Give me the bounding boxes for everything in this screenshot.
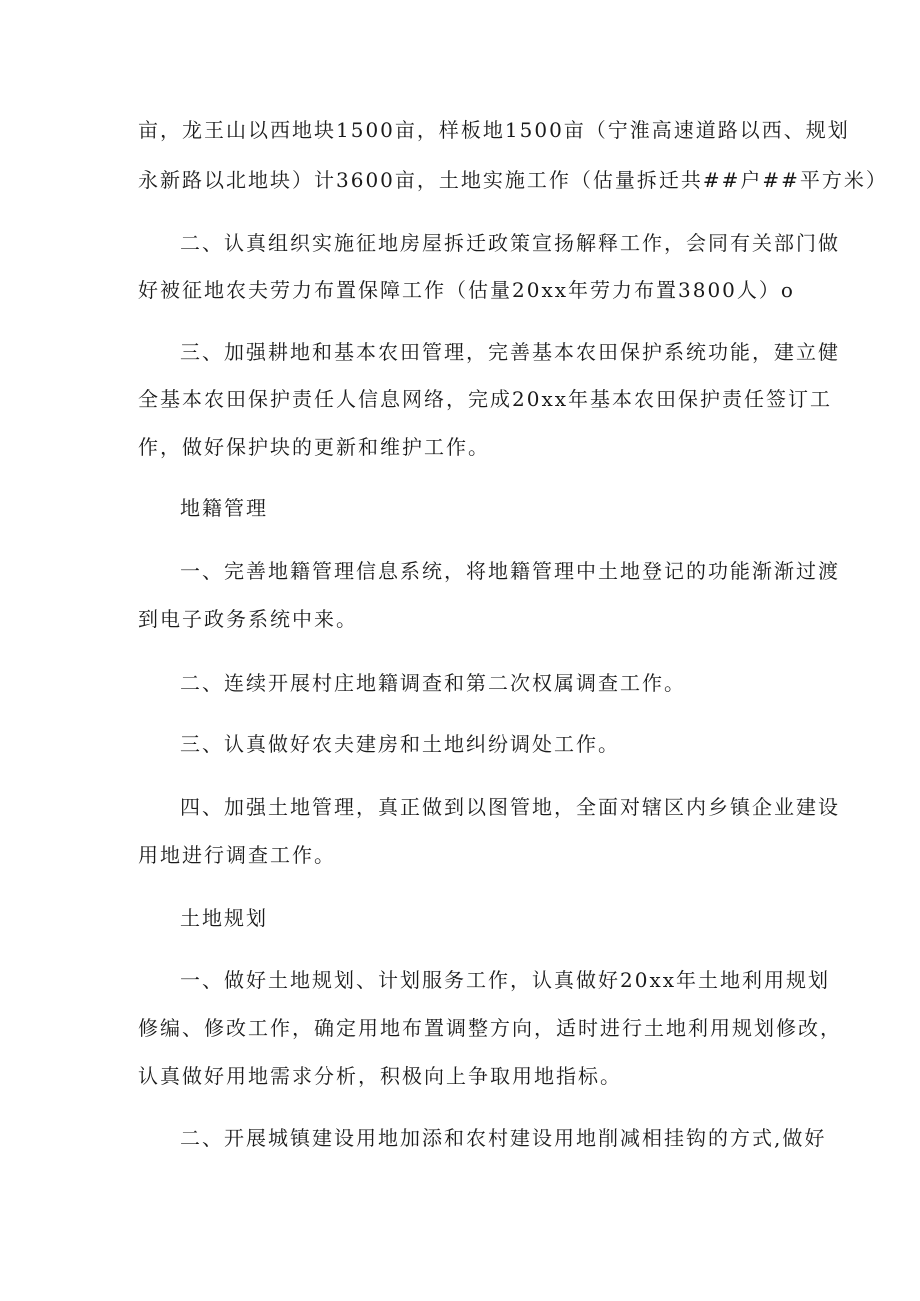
section-heading: 地籍管理 (180, 496, 268, 520)
text-line: 到电子政务系统中来。 (138, 607, 358, 631)
paragraph-line: 三、加强耕地和基本农田管理，完善基本农田保护系统功能，建立健 (180, 340, 840, 364)
paragraph-line: 二、开展城镇建设用地加添和农村建设用地削减相挂钩的方式,做好 (180, 1126, 827, 1150)
section-heading: 土地规划 (180, 906, 268, 930)
text-line: 好被征地农夫劳力布置保障工作（估量20xx年劳力布置3800人）o (138, 278, 795, 302)
paragraph-line: 二、连续开展村庄地籍调查和第二次权属调查工作。 (180, 671, 686, 695)
paragraph-line: 三、认真做好农夫建房和土地纠纷调处工作。 (180, 732, 620, 756)
paragraph-line: 四、加强土地管理，真正做到以图管地，全面对辖区内乡镇企业建设 (180, 795, 840, 819)
text-line: 永新路以北地块）计3600亩，土地实施工作（估量拆迁共##户##平方米） (138, 168, 888, 192)
text-line: 作，做好保护块的更新和维护工作。 (138, 435, 490, 459)
paragraph-line: 一、完善地籍管理信息系统，将地籍管理中土地登记的功能渐渐过渡 (180, 559, 840, 583)
paragraph-line: 二、认真组织实施征地房屋拆迁政策宣扬解释工作，会同有关部门做 (180, 231, 840, 255)
text-line: 修编、修改工作，确定用地布置调整方向，适时进行土地利用规划修改， (138, 1016, 842, 1040)
paragraph-line: 一、做好土地规划、计划服务工作，认真做好20xx年土地利用规划 (180, 968, 831, 992)
text-line: 用地进行调查工作。 (138, 843, 336, 867)
text-line: 认真做好用地需求分析，积极向上争取用地指标。 (138, 1064, 622, 1088)
text-line: 亩，龙王山以西地块1500亩，样板地1500亩（宁淮高速道路以西、规划 (138, 118, 850, 142)
text-line: 全基本农田保护责任人信息网络，完成20xx年基本农田保护责任签订工 (138, 387, 833, 411)
